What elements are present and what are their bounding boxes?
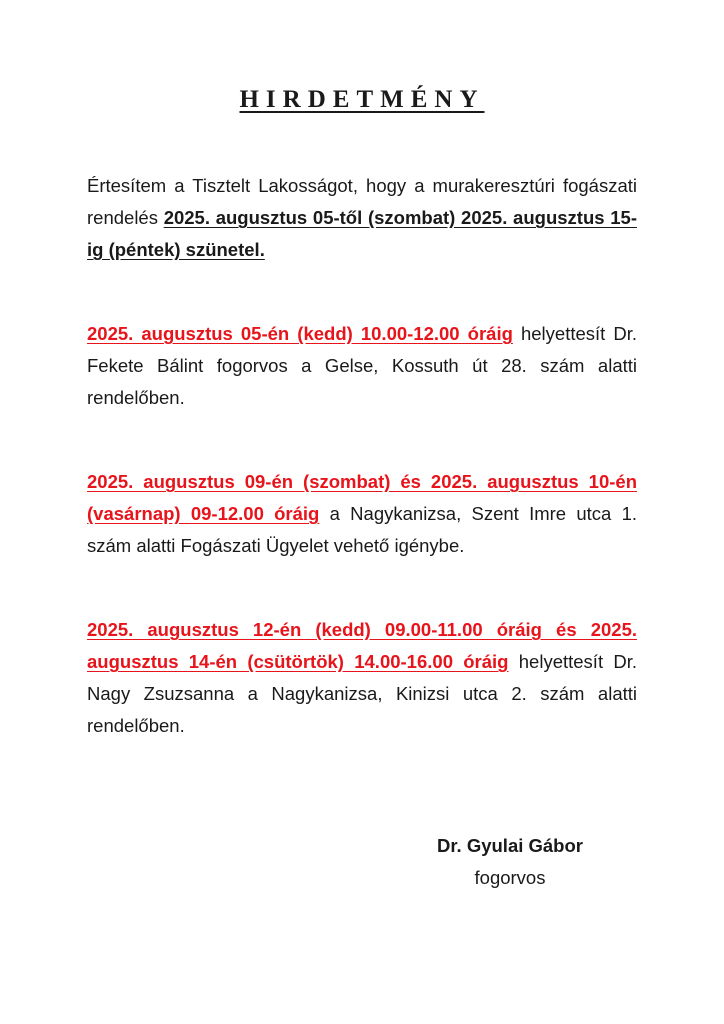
signature-name: Dr. Gyulai Gábor [437,835,583,856]
substitute-2-date-highlight: 2025. augusztus 12-én (kedd) 09.00-11.00 óráig és 2025. augusztus 14-én (csütörtök) 14.00-16.00 óráig [87,619,637,672]
substitute-2-paragraph [87,614,637,742]
closure-intro-text: Értesítem a Tisztelt Lakosságot, hogy a murakeresztúri fogászati rendelés [87,175,637,228]
notice-title-text: HIRDETMÉNY [239,86,485,113]
emergency-date-highlight: 2025. augusztus 09-én (szombat) és 2025. augusztus 10-én (vasárnap) 09-12.00 óráig [87,471,637,524]
signature-block [410,830,610,894]
notice-title [0,86,724,114]
emergency-text: a Nagykanizsa, Szent Imre utca 1. szám alatti Fogászati Ügyelet vehető igénybe. [87,503,637,556]
substitute-1-date-highlight: 2025. augusztus 05-én (kedd) 10.00-12.00 óráig [87,323,513,344]
emergency-paragraph [87,466,637,562]
signature-role: fogorvos [474,867,546,888]
closure-period-highlight: 2025. augusztus 05-től (szombat) 2025. augusztus 15-ig (péntek) szünetel. [87,207,637,260]
substitute-1-paragraph [87,318,637,414]
closure-paragraph [87,170,637,266]
substitute-2-text: helyettesít Dr. Nagy Zsuzsanna a Nagykanizsa, Kinizsi utca 2. szám alatti rendelőben. [87,651,637,736]
substitute-1-text: helyettesít Dr. Fekete Bálint fogorvos a Gelse, Kossuth út 28. szám alatti rendelőben. [87,323,637,408]
